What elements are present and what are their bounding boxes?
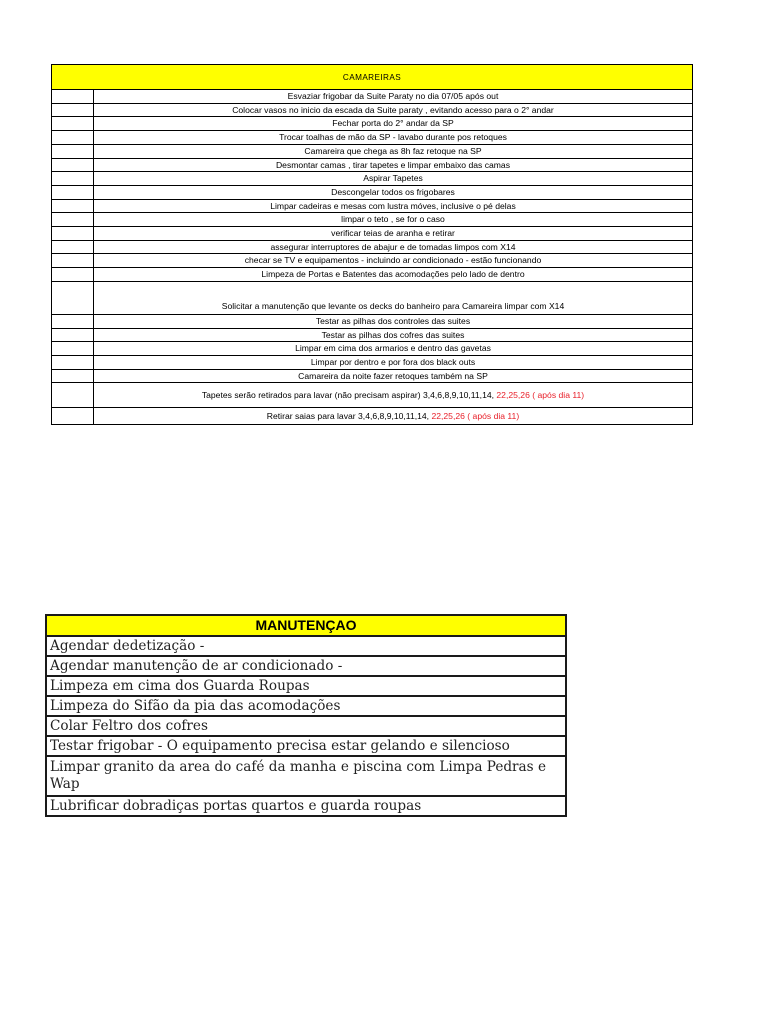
table-row	[46, 756, 566, 796]
table-row	[52, 355, 693, 369]
camareiras-title: CAMAREIRAS	[52, 65, 693, 90]
table-row	[52, 369, 693, 383]
maintenance-item: Testar frigobar - O equipamento precisa estar gelando e silencioso	[46, 736, 566, 756]
manutencao-table	[45, 614, 567, 817]
task-cell: Testar as pilhas dos controles das suites	[94, 314, 693, 328]
row-index-cell	[52, 117, 94, 131]
row-index-cell	[52, 383, 94, 408]
table-row	[52, 172, 693, 186]
row-index-cell	[52, 342, 94, 356]
camareiras-table	[51, 64, 693, 425]
row-index-cell	[52, 314, 94, 328]
task-cell: assegurar interruptores de abajur e de tomadas limpos com X14	[94, 240, 693, 254]
table-row	[52, 281, 693, 314]
table-row	[46, 696, 566, 716]
table-row	[52, 90, 693, 104]
tapetes-text: Tapetes serão retirados para lavar (não precisam aspirar) 3,4,6,8,9,10,11,14,	[201, 390, 497, 401]
table-row	[52, 158, 693, 172]
row-index-cell	[52, 90, 94, 104]
table-row	[46, 716, 566, 736]
table-row	[52, 342, 693, 356]
row-index-cell	[52, 199, 94, 213]
task-cell: Limpar em cima dos armarios e dentro das gavetas	[94, 342, 693, 356]
row-index-cell	[52, 172, 94, 186]
row-index-cell	[52, 227, 94, 241]
table-row	[52, 199, 693, 213]
table-row	[52, 268, 693, 282]
task-cell: Camareira da noite fazer retoques também na SP	[94, 369, 693, 383]
table-row	[52, 254, 693, 268]
maintenance-item: Agendar manutenção de ar condicionado -	[46, 656, 566, 676]
table-row	[52, 185, 693, 199]
row-index-cell	[52, 213, 94, 227]
task-cell: Testar as pilhas dos cofres das suites	[94, 328, 693, 342]
maintenance-item: Limpar granito da area do café da manha e piscina com Limpa Pedras e Wap	[46, 756, 566, 796]
maintenance-item: Colar Feltro dos cofres	[46, 716, 566, 736]
table-row	[46, 796, 566, 816]
manutencao-title: MANUTENÇAO	[46, 615, 566, 636]
task-cell: Fechar porta do 2° andar da SP	[94, 117, 693, 131]
table-row	[52, 117, 693, 131]
task-cell: Camareira que chega as 8h faz retoque na SP	[94, 144, 693, 158]
task-cell: Esvaziar frigobar da Suite Paraty no dia 07/05 após out	[94, 90, 693, 104]
table-row	[52, 213, 693, 227]
task-cell: Limpeza de Portas e Batentes das acomodações pelo lado de dentro	[94, 268, 693, 282]
camareiras-header-row	[52, 65, 693, 90]
task-cell: Descongelar todos os frigobares	[94, 185, 693, 199]
table-row	[52, 383, 693, 408]
table-row	[52, 240, 693, 254]
row-index-cell	[52, 268, 94, 282]
saias-red-text: 22,25,26 ( após dia 11)	[431, 411, 520, 421]
table-row	[46, 636, 566, 656]
row-index-cell	[52, 158, 94, 172]
task-cell: Limpar por dentro e por fora dos black outs	[94, 355, 693, 369]
row-index-cell	[52, 355, 94, 369]
manutencao-header-row	[46, 615, 566, 636]
saias-text: Retirar saias para lavar 3,4,6,8,9,10,11,14,	[266, 411, 432, 421]
row-index-cell	[52, 369, 94, 383]
task-cell: limpar o teto , se for o caso	[94, 213, 693, 227]
task-cell: Desmontar camas , tirar tapetes e limpar embaixo das camas	[94, 158, 693, 172]
task-cell: Limpar cadeiras e mesas com lustra móves, inclusive o pé delas	[94, 199, 693, 213]
maintenance-item: Limpeza em cima dos Guarda Roupas	[46, 676, 566, 696]
row-index-cell	[52, 185, 94, 199]
task-cell: checar se TV e equipamentos - incluindo ar condicionado - estão funcionando	[94, 254, 693, 268]
table-row	[52, 314, 693, 328]
task-cell	[94, 408, 693, 425]
task-cell: Colocar vasos no inicio da escada da Suite paraty , evitando acesso para o 2° andar	[94, 103, 693, 117]
table-row	[52, 408, 693, 425]
table-row	[46, 676, 566, 696]
tapetes-red-text: 22,25,26 ( após dia 11)	[496, 390, 585, 401]
task-cell: Trocar toalhas de mão da SP - lavabo durante pos retoques	[94, 131, 693, 145]
table-row	[52, 103, 693, 117]
row-index-cell	[52, 254, 94, 268]
task-cell: verificar teias de aranha e retirar	[94, 227, 693, 241]
row-index-cell	[52, 103, 94, 117]
table-row	[52, 227, 693, 241]
row-index-cell	[52, 281, 94, 314]
maintenance-item: Agendar dedetização -	[46, 636, 566, 656]
table-row	[46, 656, 566, 676]
table-row	[52, 144, 693, 158]
row-index-cell	[52, 131, 94, 145]
row-index-cell	[52, 328, 94, 342]
table-row	[52, 328, 693, 342]
table-row	[46, 736, 566, 756]
task-cell	[94, 383, 693, 408]
maintenance-item: Limpeza do Sifão da pia das acomodações	[46, 696, 566, 716]
row-index-cell	[52, 240, 94, 254]
task-cell: Solicitar a manutenção que levante os decks do banheiro para Camareira limpar com X14	[94, 281, 693, 314]
maintenance-item: Lubrificar dobradiças portas quartos e guarda roupas	[46, 796, 566, 816]
row-index-cell	[52, 144, 94, 158]
row-index-cell	[52, 408, 94, 425]
table-row	[52, 131, 693, 145]
task-cell: Aspirar Tapetes	[94, 172, 693, 186]
